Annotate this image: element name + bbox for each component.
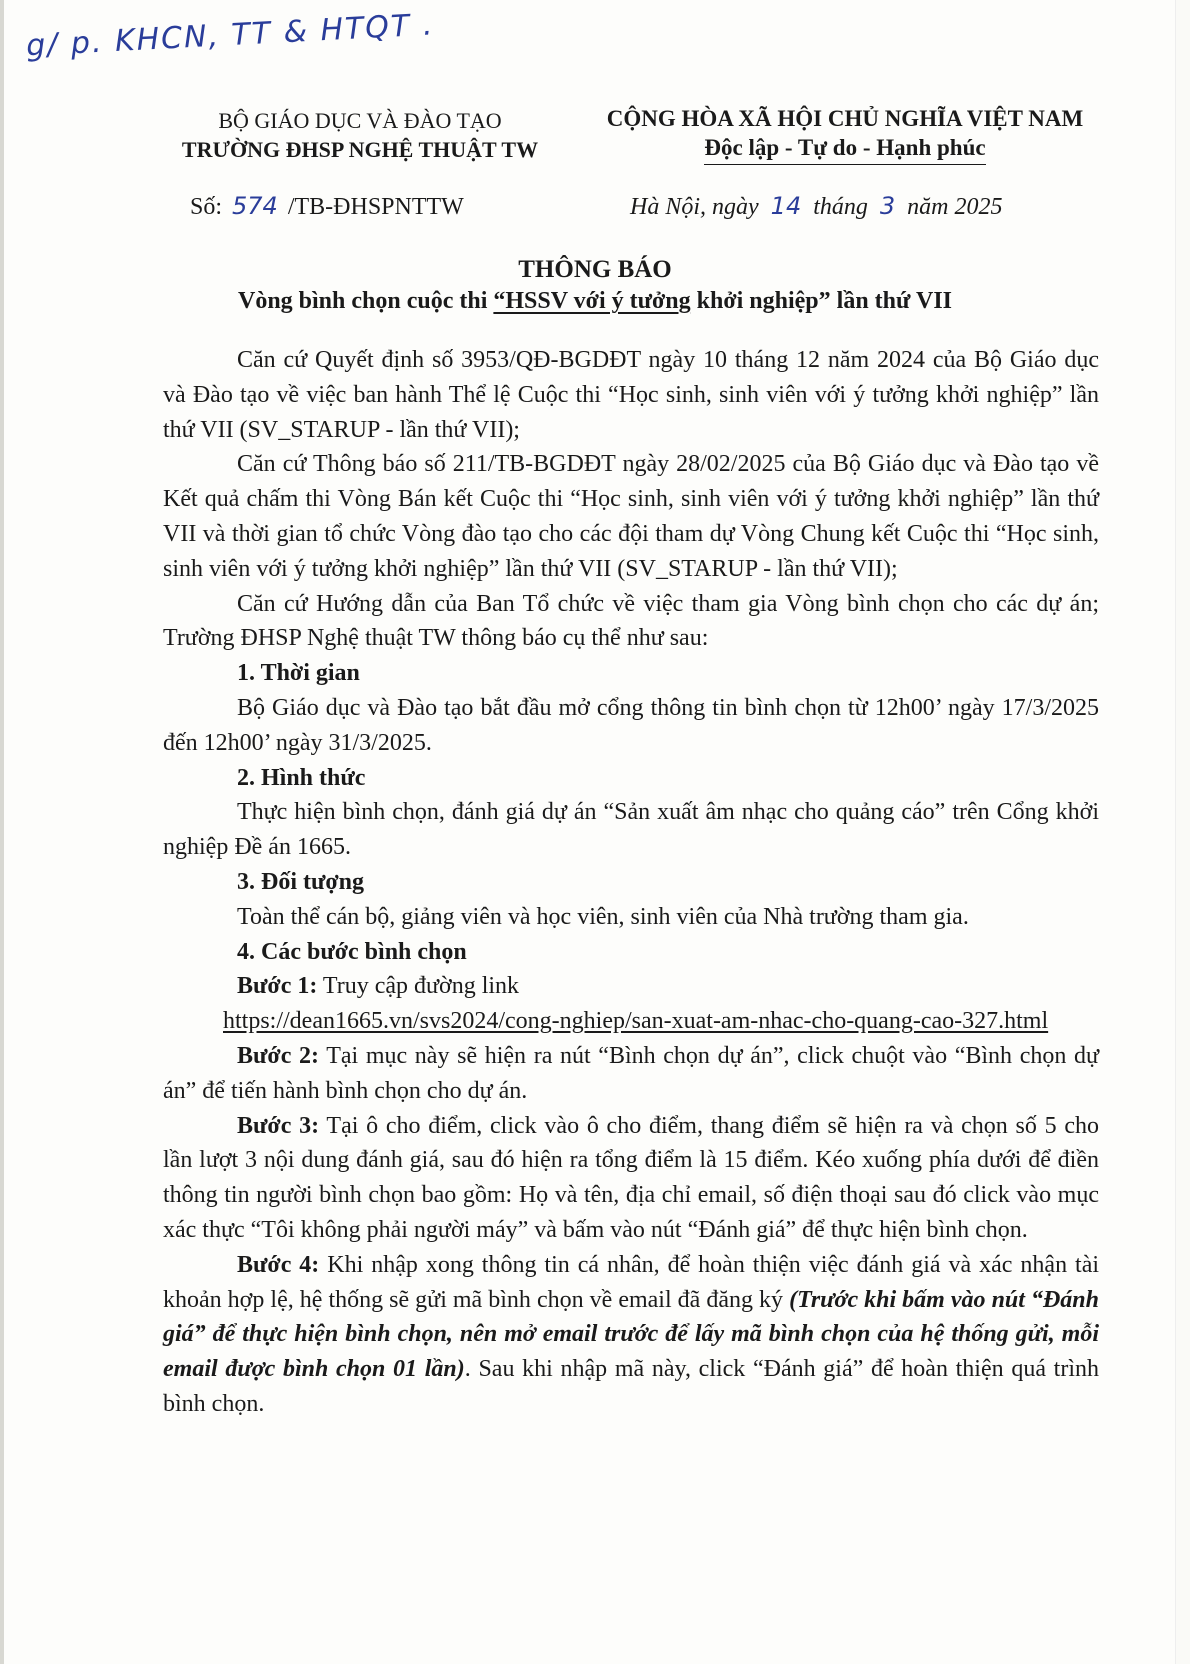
scan-edge-left	[0, 0, 4, 1664]
scan-edge-right	[1175, 0, 1190, 1664]
issue-date	[630, 192, 1003, 221]
section-heading-time: 1. Thời gian	[237, 660, 360, 687]
step-3-text: Tại ô cho điểm, click vào ô cho điểm, thang điểm sẽ hiện ra và chọn số 5 cho lần lượt 3 nội dung đánh giá, sau đó hiện ra tổng điểm là 15 điểm. Kéo xuống phía dưới để điền thông tin người bình chọn bao gồm: Họ và tên, địa chỉ email, số điện thoại sau đó click vào mục xác thực “Tôi không phải người máy” và bấm vào nút “Đánh giá” để thực hiện bình chọn.	[163, 1112, 1099, 1243]
step-1-label: Bước 1:	[237, 973, 318, 1000]
subtitle-underlined: “HSSV với ý tưởng	[493, 288, 691, 314]
document-title: THÔNG BÁO	[518, 256, 672, 283]
basis-paragraph-2: Căn cứ Thông báo số 211/TB-BGDĐT ngày 28/02/2025 của Bộ Giáo dục và Đào tạo về Kết quả chấm thi Vòng Bán kết Cuộc thi “Học sinh, sinh viên với ý tưởng khởi nghiệp” lần thứ VII và thời gian tổ chức Vòng đào tạo cho các đội tham dự Vòng Chung kết Cuộc thi “Học sinh, sinh viên với ý tưởng khởi nghiệp” lần thứ VII (SV_STARUP - lần thứ VII);	[163, 451, 1099, 582]
document-body	[163, 343, 1099, 1422]
step-2	[163, 1039, 1099, 1109]
country-name: CỘNG HÒA XÃ HỘI CHỦ NGHĨA VIỆT NAM	[606, 106, 1084, 131]
reference-handwritten-number: 574	[232, 192, 278, 220]
reference-prefix: Số:	[190, 194, 223, 220]
step-4	[163, 1248, 1099, 1422]
reference-suffix: /TB-ĐHSPNTTW	[287, 194, 464, 220]
basis-paragraph-3: Căn cứ Hướng dẫn của Ban Tổ chức về việc tham gia Vòng bình chọn cho các dự án; Trường ĐHSP Nghệ thuật TW thông báo cụ thể như sau:	[163, 590, 1099, 652]
step-1-link-line	[163, 1004, 1099, 1039]
ministry-name: BỘ GIÁO DỤC VÀ ĐÀO TẠO	[218, 108, 502, 133]
reference-number	[190, 192, 464, 221]
step-4-label: Bước 4:	[237, 1251, 320, 1278]
date-month: 3	[879, 192, 896, 220]
national-motto: Độc lập - Tự do - Hạnh phúc	[704, 133, 985, 165]
national-header	[575, 104, 1115, 165]
step-4-ending: . Sau khi nhập mã này, click “Đánh giá” để hoàn thiện quá trình bình chọn.	[163, 1356, 1099, 1417]
voting-link[interactable]: https://dean1665.vn/svs2024/cong-nghiep/san-xuat-am-nhac-cho-quang-cao-327.html	[223, 1008, 1049, 1035]
step-1	[163, 969, 1099, 1004]
step-3-label: Bước 3:	[237, 1112, 320, 1139]
section-heading-format: 2. Hình thức	[237, 764, 366, 791]
date-year: năm 2025	[907, 194, 1003, 220]
date-place: Hà Nội, ngày	[630, 194, 759, 220]
step-1-text: Truy cập đường link	[317, 973, 520, 1000]
section-text-format: Thực hiện bình chọn, đánh giá dự án “Sản xuất âm nhạc cho quảng cáo” trên Cổng khởi nghiệp Đề án 1665.	[163, 799, 1099, 861]
date-month-word: tháng	[813, 194, 868, 220]
step-4-text: Khi nhập xong thông tin cá nhân, để hoàn thiện việc đánh giá và xác nhận tài khoản hợp lệ, hệ thống sẽ gửi mã bình chọn về email đã đăng ký	[163, 1251, 1100, 1313]
section-text-audience: Toàn thể cán bộ, giảng viên và học viên, sinh viên của Nhà trường tham gia.	[237, 903, 969, 930]
issuer-header	[150, 106, 570, 164]
handwritten-note: g/ p. KHCN, TT & HTQT .	[25, 7, 436, 64]
step-3	[163, 1109, 1099, 1248]
step-2-label: Bước 2:	[237, 1042, 319, 1069]
school-name: TRƯỜNG ĐHSP NGHỆ THUẬT TW	[181, 137, 539, 162]
step-4-emphasis: (Trước khi bấm vào nút “Đánh giá” để thực hiện bình chọn, nên mở email trước để lấy mã bình chọn của hệ thống gửi, mỗi email được bình chọn 01 lần)	[163, 1286, 1099, 1383]
section-heading-steps: 4. Các bước bình chọn	[237, 938, 467, 965]
date-day: 14	[770, 192, 802, 220]
section-heading-audience: 3. Đối tượng	[237, 868, 365, 895]
basis-paragraph-1: Căn cứ Quyết định số 3953/QĐ-BGDĐT ngày 10 tháng 12 năm 2024 của Bộ Giáo dục và Đào tạo về việc ban hành Thể lệ Cuộc thi “Học sinh, sinh viên với ý tưởng khởi nghiệp” lần thứ VII (SV_STARUP - lần thứ VII);	[163, 347, 1099, 443]
document-subtitle: Vòng bình chọn cuộc thi “HSSV với ý tưởng khởi nghiệp” lần thứ VII	[237, 288, 952, 314]
section-text-time: Bộ Giáo dục và Đào tạo bắt đầu mở cổng thông tin bình chọn từ 12h00’ ngày 17/3/2025 đến 12h00’ ngày 31/3/2025.	[163, 694, 1099, 756]
step-2-text: Tại mục này sẽ hiện ra nút “Bình chọn dự án”, click chuột vào “Bình chọn dự án” để tiến hành bình chọn cho dự án.	[163, 1042, 1100, 1104]
